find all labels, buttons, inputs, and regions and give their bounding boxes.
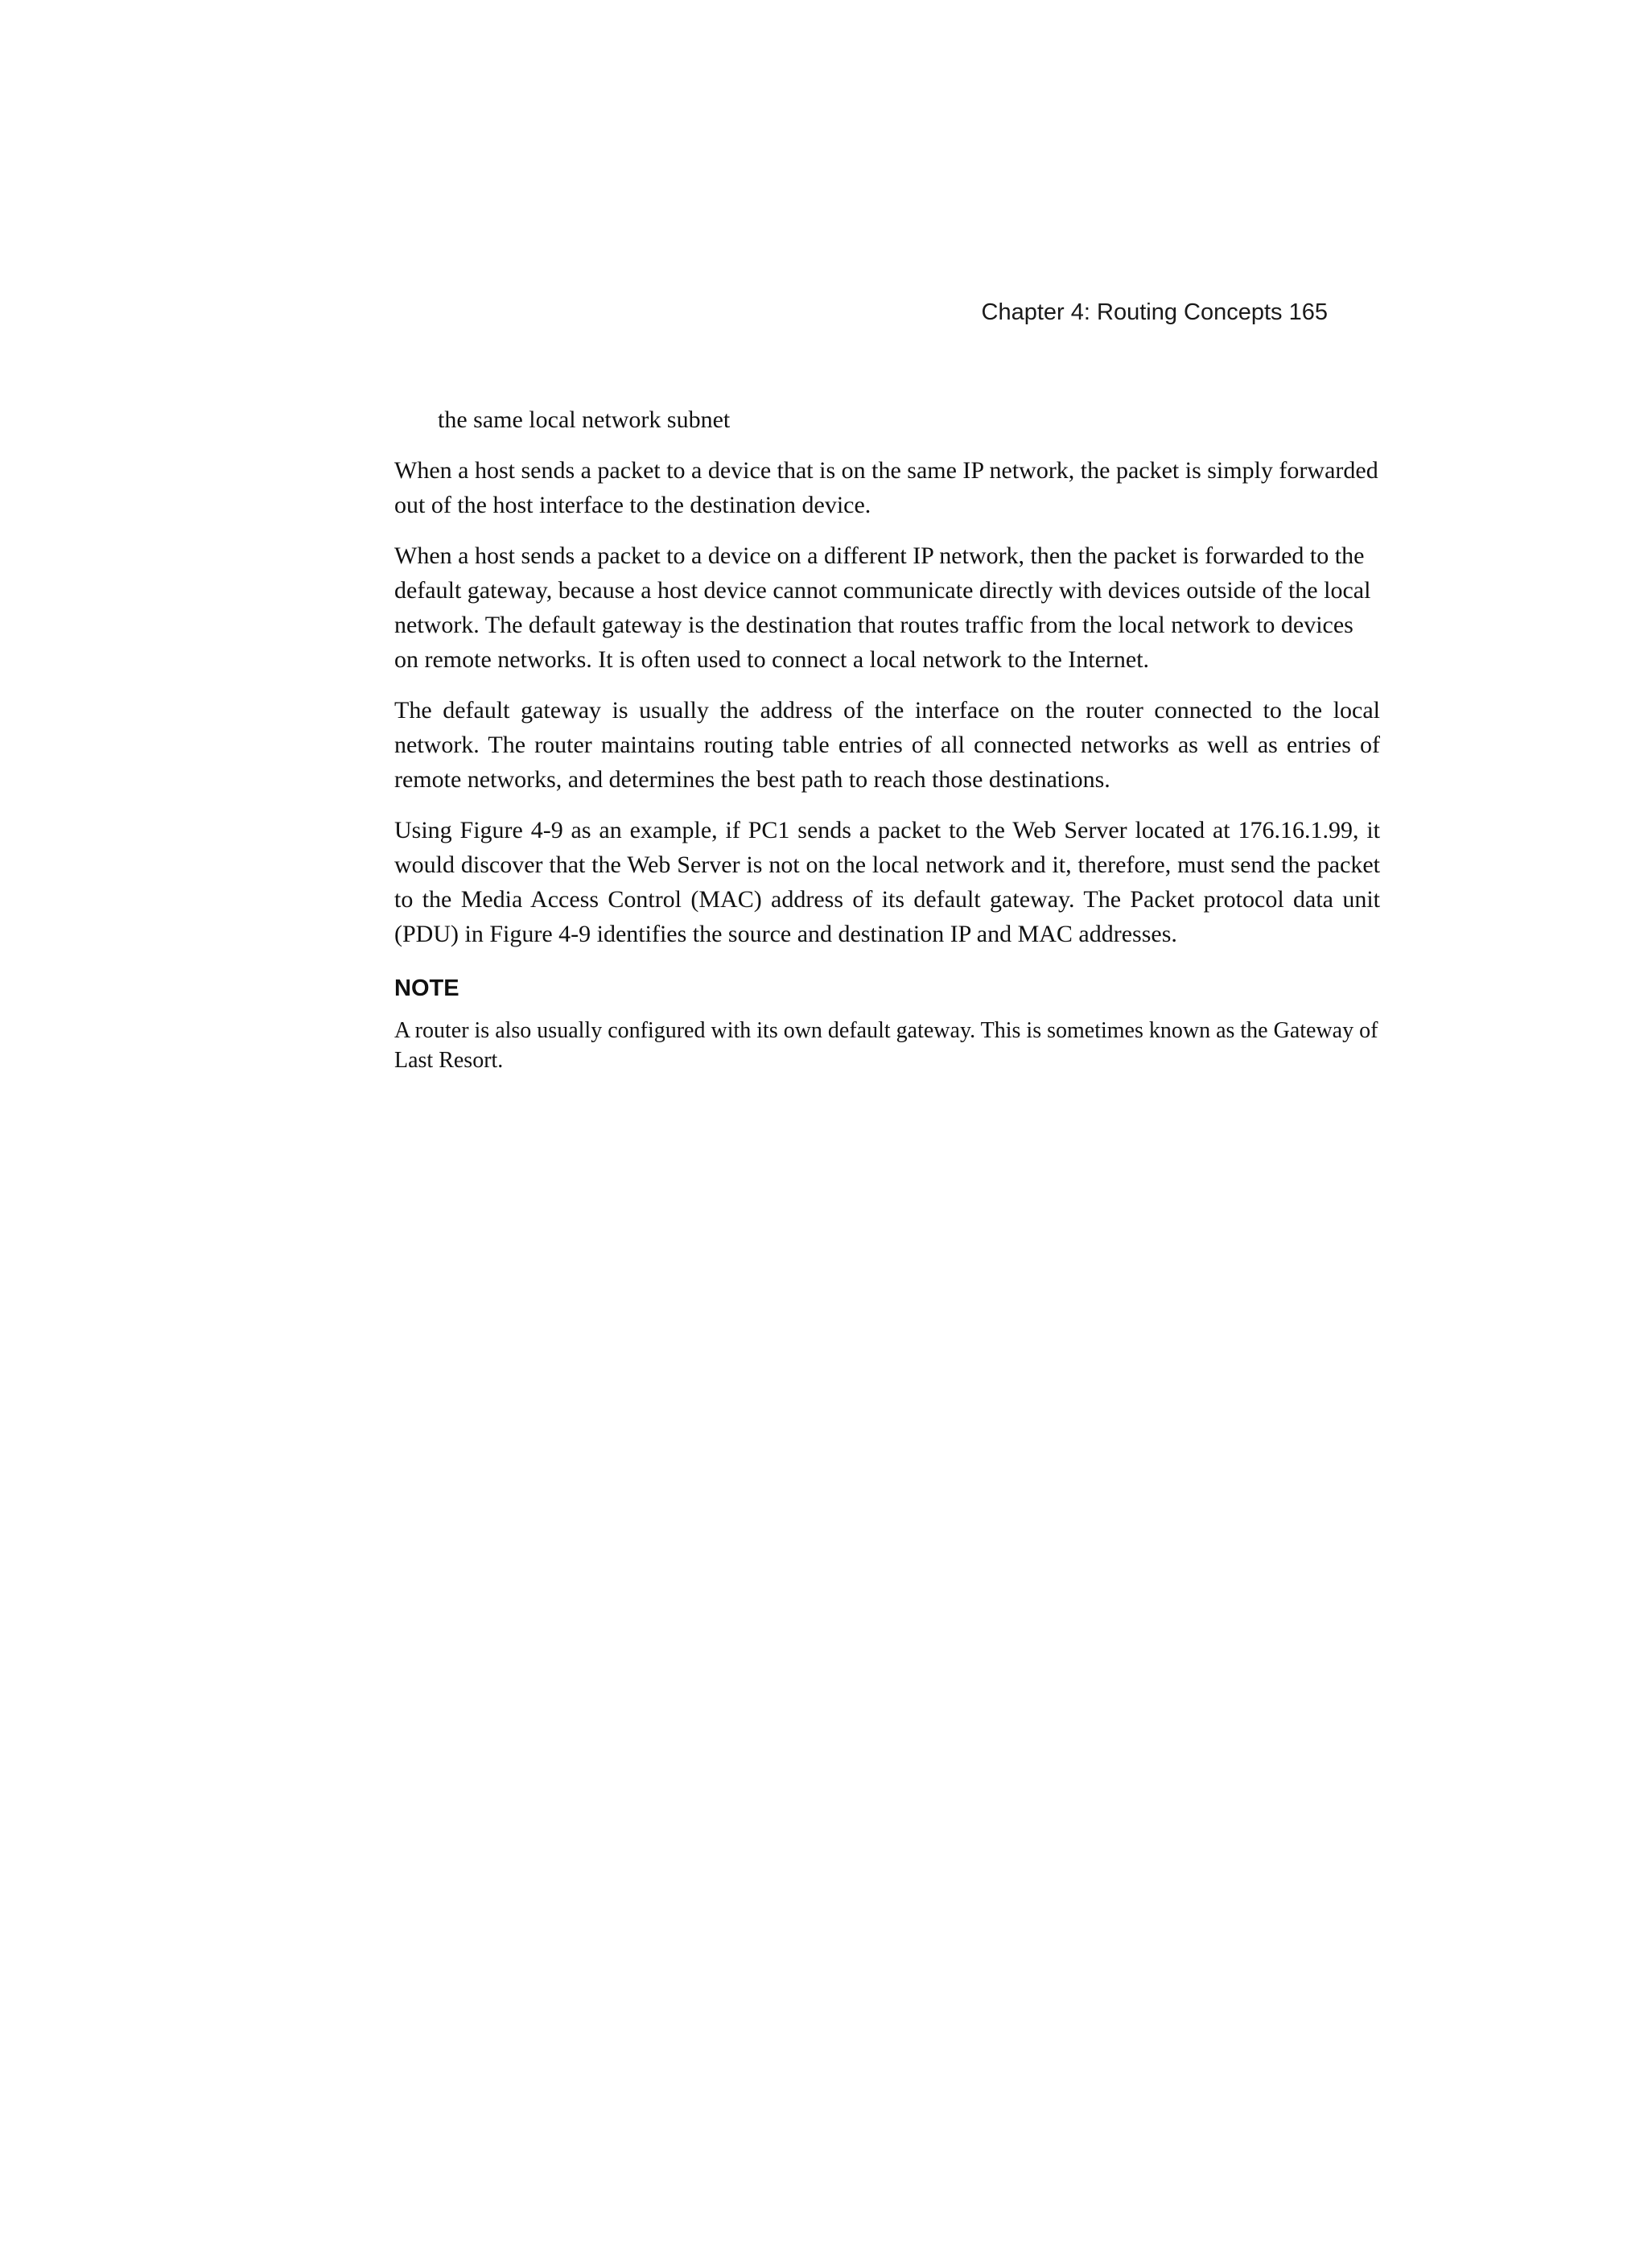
paragraph-same-network: When a host sends a packet to a device that is on the same IP network, the packet is simply forwarded out of the host interface to the destination device. — [394, 457, 1378, 518]
paragraph-different-network: When a host sends a packet to a device on a different IP network, then the packet is forwarded to the default gateway, because a host device cannot communicate directly with devices outside of the local network. The default gateway is the destination that routes traffic from the local network to devices on remote networks. It is often used to connect a local network to the Internet. — [394, 542, 1371, 673]
paragraph-figure-example: Using Figure 4-9 as an example, if PC1 sends a packet to the Web Server located at 176.16.1.99, it would discover that the Web Server is not on the local network and it, therefore, must send the packet to the Media Access Control (MAC) address of its default gateway. The Packet protocol data unit (PDU) in Figure 4-9 identifies the source and destination IP and MAC addresses. — [394, 817, 1380, 947]
page-body — [394, 402, 1380, 1091]
paragraph-default-gateway: The default gateway is usually the address of the interface on the router connected to the local network. The router maintains routing table entries of all connected networks as well as entries of remote networks, and determines the best path to reach those destinations. — [394, 697, 1380, 793]
running-header: Chapter 4: Routing Concepts 165 — [981, 299, 1328, 325]
continued-list-item: the same local network subnet — [438, 406, 731, 433]
note-text: A router is also usually configured with its own default gateway. This is sometimes known as the Gateway of Last Resort. — [394, 1018, 1378, 1073]
note-heading: NOTE — [394, 975, 459, 1001]
